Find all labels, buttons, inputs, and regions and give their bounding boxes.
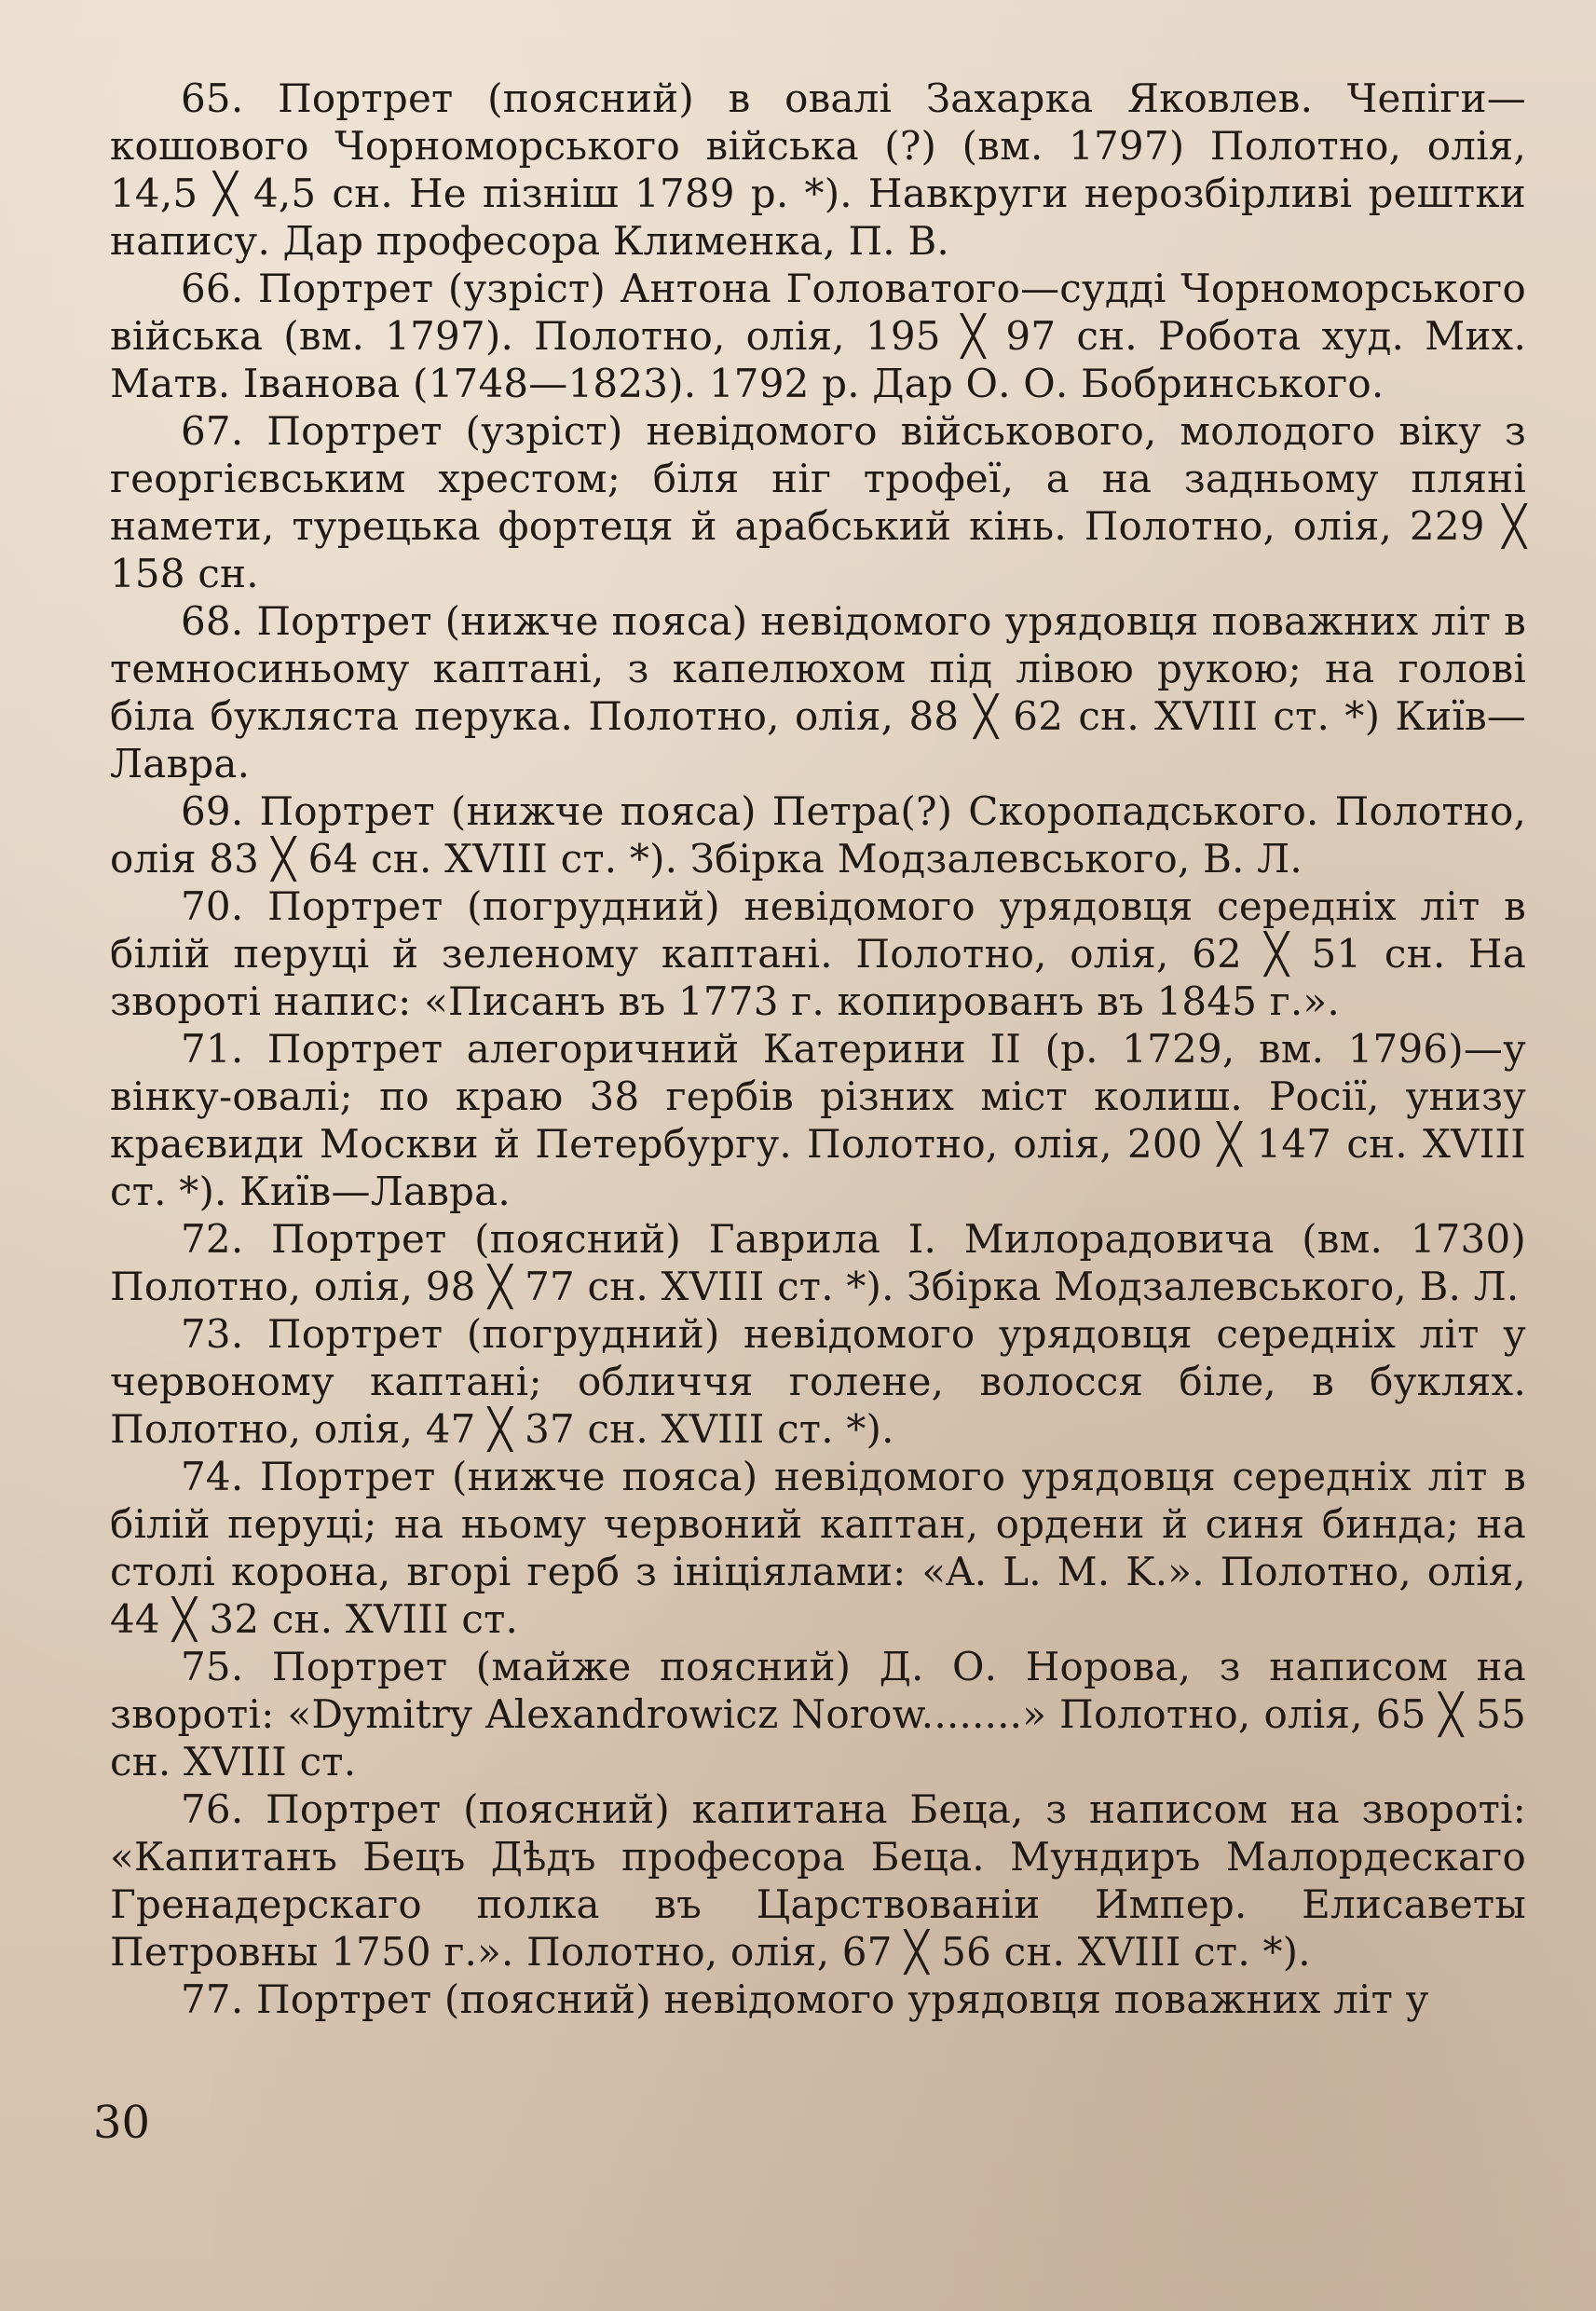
catalog-entry-74 xyxy=(110,1453,1526,1643)
entry-text: Портрет алегоричний Катерини II (р. 1729, вм. 1796)—у вінку-овалі; по краю 38 гербів різних міст колиш. Росії, унизу краєвиди Москви й Петербургу. Полотно, олія, 200 ╳ 147 сн. XVIII ст. *). Київ—Лавра. xyxy=(110,1026,1526,1214)
entry-number: 69. xyxy=(181,788,244,834)
catalog-entry-66 xyxy=(110,265,1526,407)
entry-text: Портрет (поясний) в овалі Захарка Яковлев. Чепіги—кошового Чорноморського війська (?) (вм. 1797) Полотно, олія, 14,5 ╳ 4,5 сн. Не пізніш 1789 р. *). Навкруги нерозбірливі рештки напису. Дар професора Клименка, П. В. xyxy=(110,75,1526,264)
catalog-entry-67 xyxy=(110,407,1526,597)
entry-number: 75. xyxy=(181,1644,244,1689)
entry-text: Портрет (узріст) невідомого військового, молодого віку з георгієвським хрестом; біля ніг трофеї, а на задньому пляні намети, турецька фортеця й арабський кінь. Полотно, олія, 229 ╳ 158 сн. xyxy=(110,408,1526,596)
entry-number: 76. xyxy=(181,1786,244,1832)
entry-number: 65. xyxy=(181,75,244,121)
entry-text: Портрет (поясний) Гаврила І. Милорадовича (вм. 1730) Полотно, олія, 98 ╳ 77 сн. XVIII ст. *). Збірка Модзалевського, В. Л. xyxy=(110,1216,1526,1309)
catalog-entry-75 xyxy=(110,1643,1526,1785)
entry-number: 66. xyxy=(181,266,244,311)
entry-text: Портрет (погрудний) невідомого урядовця середніх літ у червоному каптані; обличчя голене, волосся біле, в буклях. Полотно, олія, 47 ╳ 37 сн. XVIII ст. *). xyxy=(110,1311,1526,1452)
entry-text: Портрет (поясний) невідомого урядовця поважних літ у xyxy=(255,1976,1429,2022)
entry-number: 67. xyxy=(181,408,244,454)
entry-number: 71. xyxy=(181,1026,244,1072)
entry-number: 68. xyxy=(181,598,244,644)
catalog-entry-71 xyxy=(110,1025,1526,1215)
entry-text: Портрет (узріст) Антона Головатого—судді Чорноморського війська (вм. 1797). Полотно, олія, 195 ╳ 97 сн. Робота худ. Мих. Матв. Іванова (1748—1823). 1792 р. Дар О. О. Бобринського. xyxy=(110,266,1526,406)
entry-text: Портрет (поясний) капитана Беца, з написом на звороті: «Капитанъ Бецъ Дѣдъ професора Беца. Мундиръ Малордескаго Гренадерскаго полка въ Царствованіи Импер. Елисаветы Петровны 1750 г.». Полотно, олія, 67 ╳ 56 сн. XVIII ст. *). xyxy=(110,1786,1526,1975)
entry-number: 72. xyxy=(181,1216,244,1262)
catalog-entry-70 xyxy=(110,882,1526,1025)
catalog-entry-65 xyxy=(110,75,1526,265)
catalog-entry-68 xyxy=(110,597,1526,787)
entry-number: 70. xyxy=(181,883,244,929)
entry-text: Портрет (нижче пояса) невідомого урядовця середніх літ в білій перуці; на ньому червоний каптан, ордени й синя бинда; на столі корона, вгорі герб з ініціялами: «A. L. M. K.». Полотно, олія, 44 ╳ 32 сн. XVIII ст. xyxy=(110,1454,1526,1642)
catalog-entry-77 xyxy=(110,1976,1526,2023)
catalog-entry-72 xyxy=(110,1215,1526,1310)
entry-text: Портрет (майже поясний) Д. О. Норова, з написом на звороті: «Dymitry Alexandrowicz Norow........» Полотно, олія, 65 ╳ 55 сн. XVIII ст. xyxy=(110,1644,1526,1785)
catalog-entry-76 xyxy=(110,1785,1526,1976)
entry-text: Портрет (нижче пояса) невідомого урядовця поважних літ в темносиньому каптані, з капелюхом під лівою рукою; на голові біла букляста перука. Полотно, олія, 88 ╳ 62 сн. XVIII ст. *) Київ—Лавра. xyxy=(110,598,1526,786)
page-body xyxy=(110,75,1526,2023)
catalog-entry-69 xyxy=(110,787,1526,882)
catalog-entry-73 xyxy=(110,1310,1526,1453)
entry-number: 73. xyxy=(181,1311,244,1357)
entry-text: Портрет (погрудний) невідомого урядовця середніх літ в білій перуці й зеленому каптані. Полотно, олія, 62 ╳ 51 сн. На звороті напис: «Писанъ въ 1773 г. копированъ въ 1845 г.». xyxy=(110,883,1526,1024)
page-number: 30 xyxy=(93,2097,151,2149)
entry-number: 77. xyxy=(181,1976,244,2022)
entry-text: Портрет (нижче пояса) Петра(?) Скоропадського. Полотно, олія 83 ╳ 64 сн. XVIII ст. *). Збірка Модзалевського, В. Л. xyxy=(110,788,1526,882)
entry-number: 74. xyxy=(181,1454,244,1499)
